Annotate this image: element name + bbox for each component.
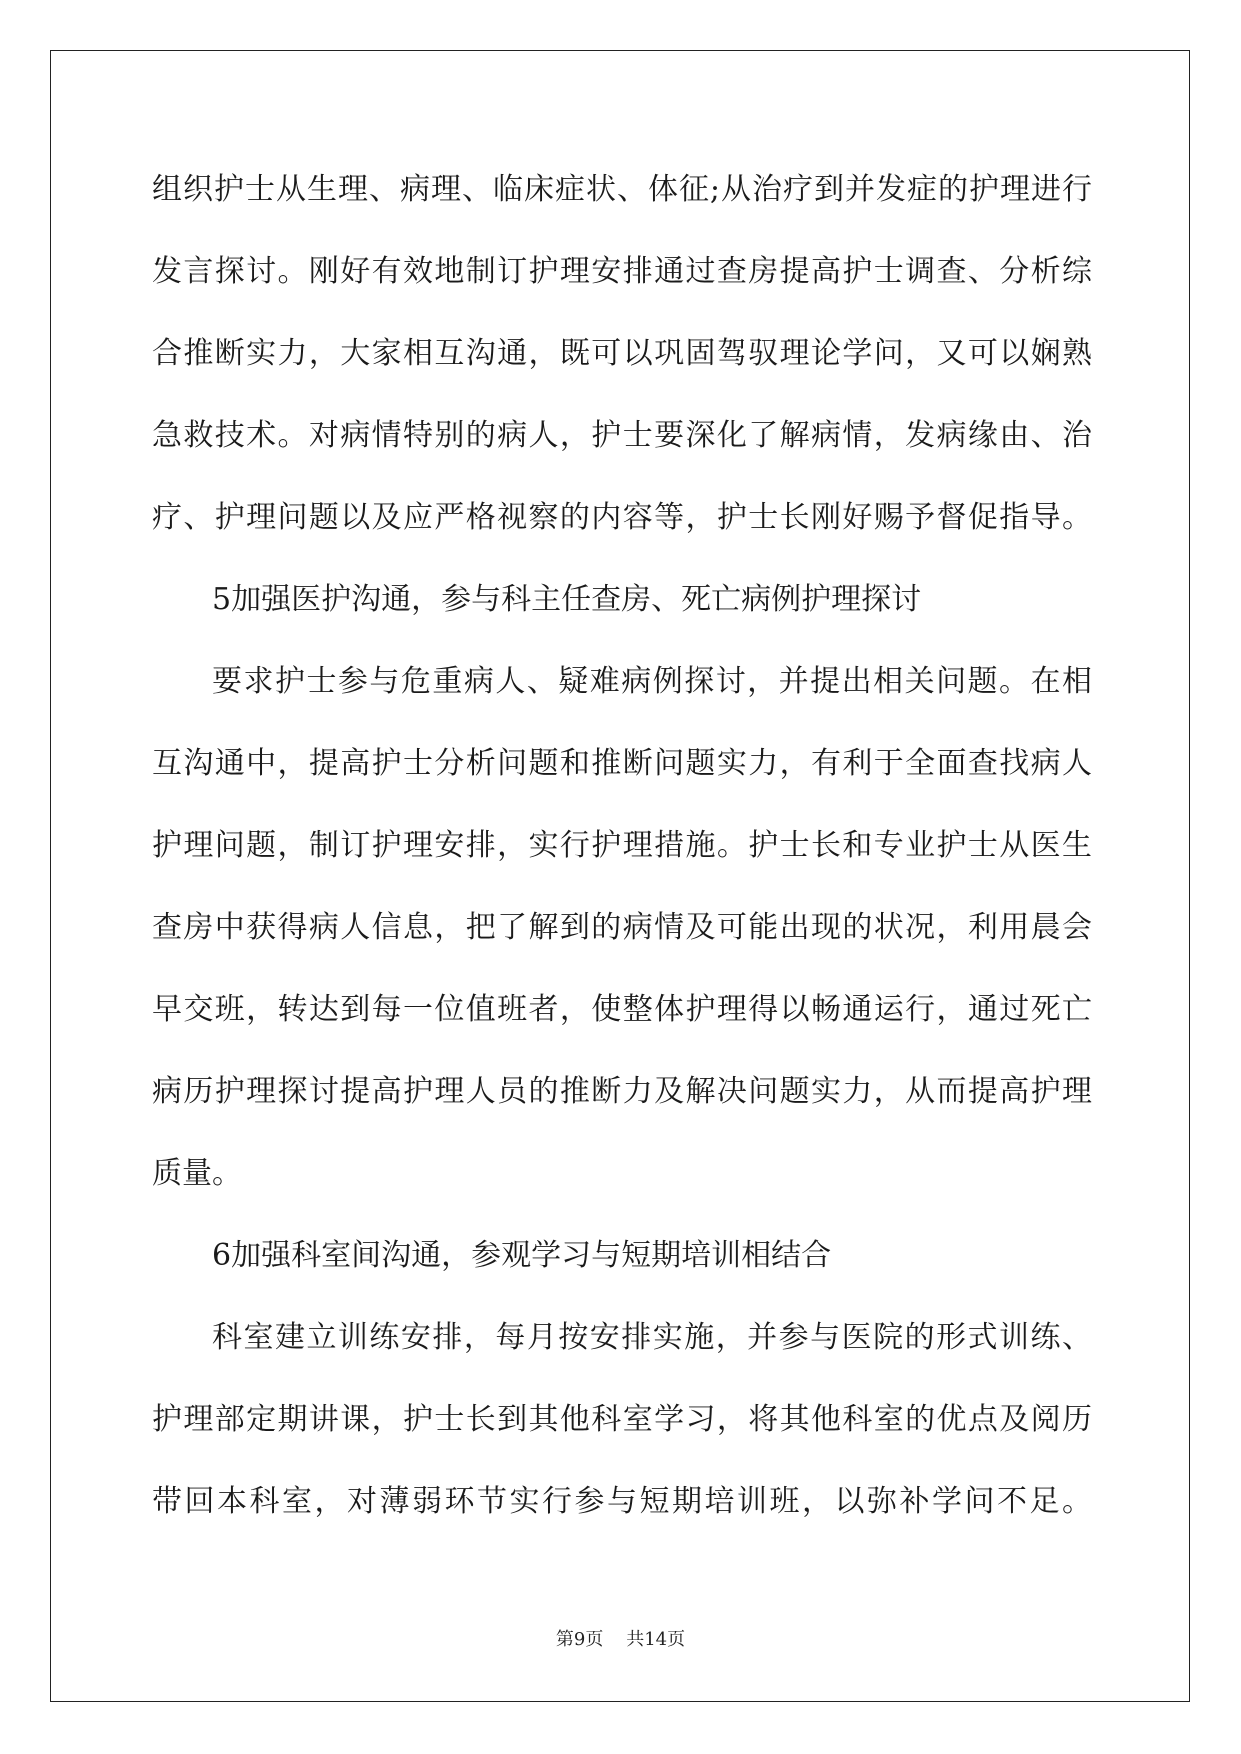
text-line: 护理部定期讲课，护士长到其他科室学习，将其他科室的优点及阅历: [152, 1402, 1092, 1437]
text-line: 合推断实力，大家相互沟通，既可以巩固驾驭理论学问，又可以娴熟: [152, 336, 1092, 371]
text-line: 病历护理探讨提高护理人员的推断力及解决问题实力，从而提高护理: [152, 1074, 1092, 1109]
text-line: 科室建立训练安排，每月按安排实施，并参与医院的形式训练、: [212, 1320, 1092, 1355]
text-line: 质量。: [152, 1156, 242, 1191]
section-heading-6: 6加强科室间沟通，参观学习与短期培训相结合: [212, 1238, 832, 1273]
document-body: [152, 160, 1092, 1554]
text-line: 带回本科室，对薄弱环节实行参与短期培训班，以弥补学问不足。: [152, 1484, 1092, 1519]
text-line: 发言探讨。刚好有效地制订护理安排通过查房提高护士调查、分析综: [152, 254, 1092, 289]
page-total: 共14页: [626, 1629, 686, 1650]
page-footer: [0, 1625, 1241, 1651]
text-line: 互沟通中，提高护士分析问题和推断问题实力，有利于全面查找病人: [152, 746, 1092, 781]
text-line: 急救技术。对病情特别的病人，护士要深化了解病情，发病缘由、治: [152, 418, 1092, 453]
text-line: 查房中获得病人信息，把了解到的病情及可能出现的状况，利用晨会: [152, 910, 1092, 945]
page-number: 第9页: [555, 1629, 604, 1650]
text-line: 护理问题，制订护理安排，实行护理措施。护士长和专业护士从医生: [152, 828, 1092, 863]
text-line: 早交班，转达到每一位值班者，使整体护理得以畅通运行，通过死亡: [152, 992, 1092, 1027]
section-heading-5: 5加强医护沟通，参与科主任查房、死亡病例护理探讨: [212, 582, 922, 617]
text-line: 组织护士从生理、病理、临床症状、体征;从治疗到并发症的护理进行: [152, 172, 1092, 207]
text-line: 疗、护理问题以及应严格视察的内容等，护士长刚好赐予督促指导。: [152, 500, 1092, 535]
text-line: 要求护士参与危重病人、疑难病例探讨，并提出相关问题。在相: [212, 664, 1092, 699]
